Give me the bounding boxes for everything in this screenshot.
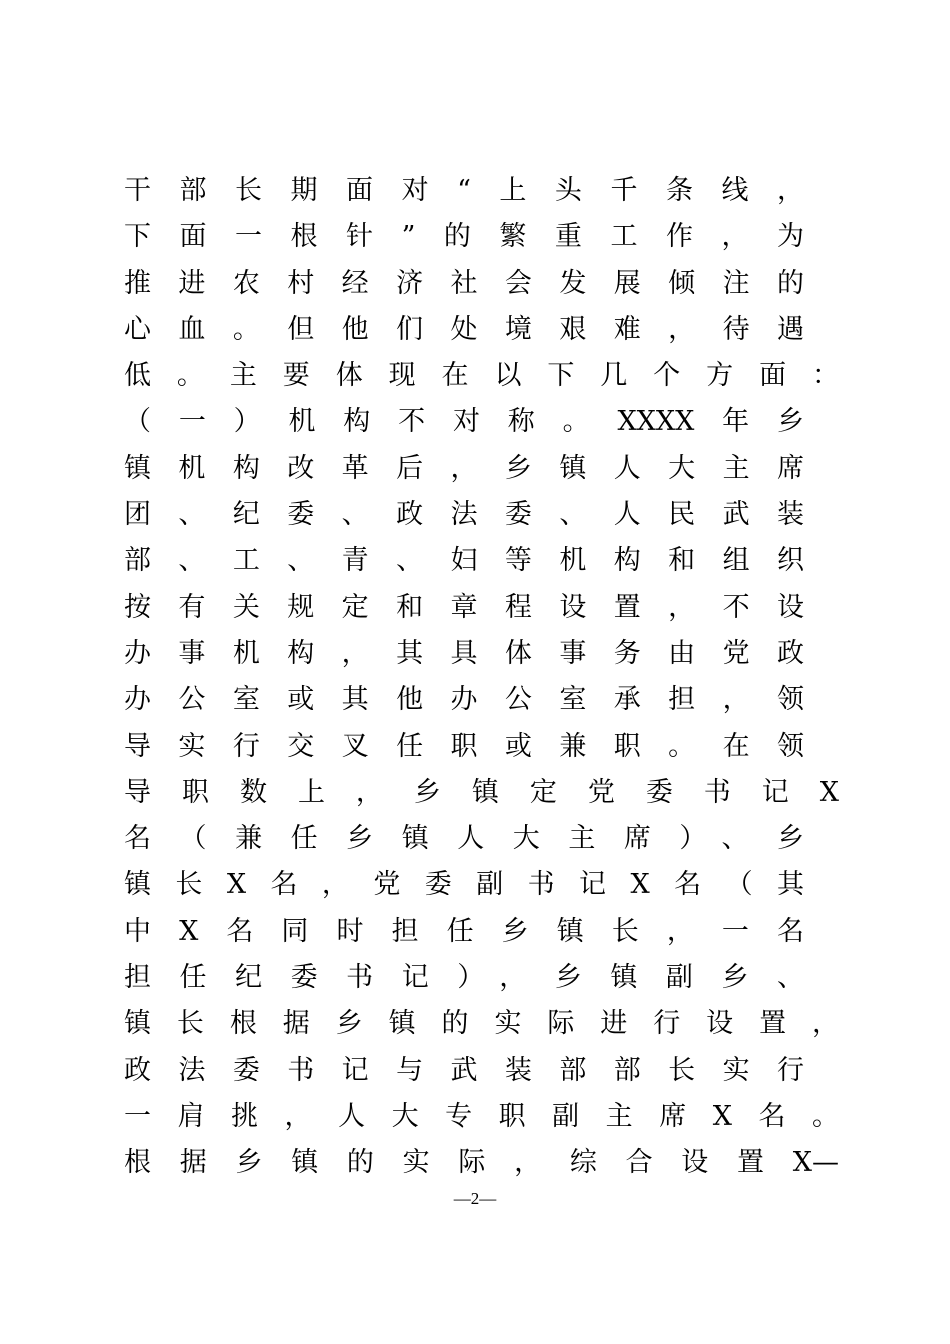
text-line: 担任纪委书记），乡镇副乡、 xyxy=(124,962,804,994)
text-line: 镇机构改革后，乡镇人大主席 xyxy=(124,452,804,484)
text-line: 推进农村经济社会发展倾注的 xyxy=(124,267,804,299)
text-line: 部、工、青、妇等机构和组织 xyxy=(124,545,804,577)
page-number: —2— xyxy=(453,1189,497,1208)
text-line: 心血。但他们处境艰难，待遇 xyxy=(124,313,804,345)
body-text xyxy=(124,168,844,1187)
text-line: 下面一根针”的繁重工作，为 xyxy=(124,221,804,253)
text-line: （一）机构不对称。XXXX年乡 xyxy=(124,406,804,438)
text-line: 干部长期面对“上头千条线， xyxy=(124,175,804,206)
text-line: 政法委书记与武装部部长实行 xyxy=(124,1054,804,1086)
text-line: 导职数上，乡镇定党委书记X xyxy=(124,776,839,808)
text-line: 名（兼任乡镇人大主席）、乡 xyxy=(124,823,804,855)
text-line: 一肩挑，人大专职副主席X名。 xyxy=(124,1100,839,1132)
text-line: 低。主要体现在以下几个方面： xyxy=(124,360,839,392)
text-line: 按有关规定和章程设置，不设 xyxy=(124,591,804,623)
text-line: 导实行交叉任职或兼职。在领 xyxy=(124,730,804,762)
text-line: 办公室或其他办公室承担，领 xyxy=(124,684,804,716)
text-line: 镇长X名，党委副书记X名（其 xyxy=(124,869,804,901)
text-line: 团、纪委、政法委、人民武装 xyxy=(124,499,804,531)
text-line: 办事机构，其具体事务由党政 xyxy=(124,637,804,669)
text-line: 镇长根据乡镇的实际进行设置， xyxy=(124,1008,839,1040)
text-line: 中X名同时担任乡镇长，一名 xyxy=(124,915,804,947)
text-line: 根据乡镇的实际，综合设置X— xyxy=(124,1147,839,1179)
